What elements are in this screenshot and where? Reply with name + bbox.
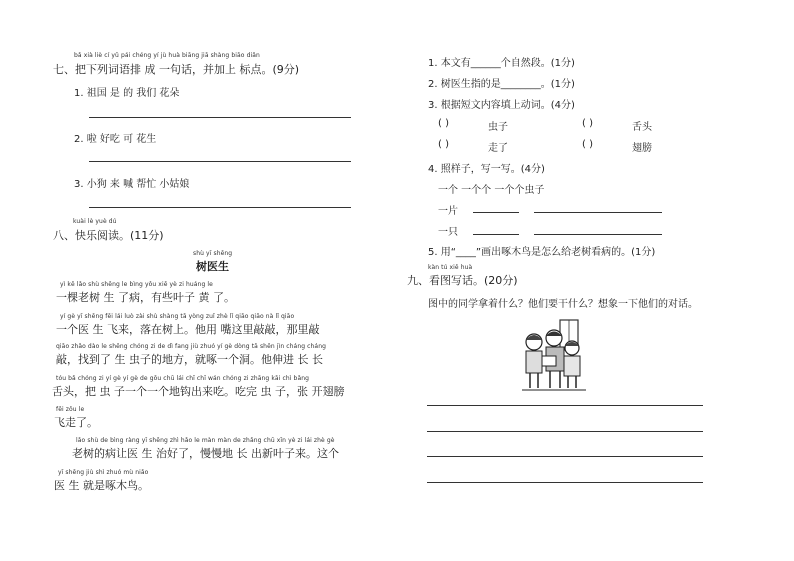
section7-title: 七、把下列词语排 成 一句话，并加上 标点。(9分)	[53, 63, 300, 76]
q4-row1-label: 一片	[438, 206, 458, 217]
story-line7: 医 生 就是啄木鸟。	[54, 479, 149, 492]
s7-question-1: 1. 祖国 是 的 我们 花朵	[74, 88, 180, 99]
section8-pinyin: kuài lè yuè dú	[73, 218, 117, 225]
q3-word-1: 虫子	[488, 122, 508, 133]
section9-pinyin: kàn tú xiě huà	[428, 264, 473, 271]
story-line4: 舌头，把 虫 子一个一个地钩出来吃。吃完 虫 子，张 开翅膀	[52, 385, 345, 398]
section7-pinyin: bǎ xià liè cí yǔ pái chéng yí jù huà biāng jiā shàng biāo diǎn	[74, 52, 260, 59]
children-illustration	[520, 318, 588, 392]
q3-word-2: 舌头	[632, 122, 652, 133]
story-line4-pinyin: tóu bǎ chóng zi yí gè yí gè de gōu chū lái chī chī wán chóng zi zhāng kāi chì bǎng	[56, 375, 310, 382]
story-line7-pinyin: yī shēng jiù shì zhuó mù niǎo	[58, 469, 149, 476]
q4-row2-label: 一只	[438, 227, 458, 238]
writing-line-4[interactable]	[427, 482, 703, 483]
r-question-5: 5. 用“____”画出啄木鸟是怎么给老树看病的。(1分)	[428, 247, 656, 258]
story-line6-pinyin: lǎo shù de bìng ràng yī shēng zhì hǎo le màn màn de zhǎng chū xīn yè zi lái zhè gè	[76, 437, 335, 444]
story-line3-pinyin: qiāo zhǎo dào le shēng chóng zi de dì fang jiù zhuó yí gè dòng tā shēn jìn cháng cháng	[56, 343, 327, 350]
r-question-3: 3. 根据短文内容填上动词。(4分)	[428, 100, 575, 111]
section8-title: 八、快乐阅读。(11分)	[53, 229, 164, 242]
r-question-4: 4. 照样子，写一写。(4分)	[428, 164, 545, 175]
story-line3: 敲，找到了 生 虫子的地方，就啄一个洞。他伸进 长 长	[56, 353, 323, 366]
story-title: 树医生	[196, 260, 229, 273]
r-question-2: 2. 树医生指的是________。(1分)	[428, 79, 575, 90]
q4-row2-blank-long[interactable]	[534, 234, 662, 235]
q3-paren-3[interactable]: ( )	[438, 139, 449, 150]
q4-row2-blank-short[interactable]	[473, 234, 519, 235]
writing-line-1[interactable]	[427, 405, 703, 406]
writing-line-2[interactable]	[427, 431, 703, 432]
writing-line-3[interactable]	[427, 456, 703, 457]
story-line2-pinyin: yí gè yī shēng fēi lái luò zài shù shàng tā yòng zuǐ zhè lǐ qiāo qiāo nà lǐ qiāo	[60, 313, 295, 320]
q3-word-3: 走了	[488, 143, 508, 154]
story-title-pinyin: shù yī shēng	[193, 250, 233, 257]
story-line2: 一个医 生 飞来，落在树上。他用 嘴这里敲敲，那里敲	[56, 323, 320, 336]
s7-question-2: 2. 啦 好吃 可 花生	[74, 134, 157, 145]
story-line5: 飞走了。	[54, 416, 98, 429]
s7-question-3: 3. 小狗 来 喊 帮忙 小姑娘	[74, 179, 190, 190]
q4-example: 一个 一个个 一个个虫子	[438, 185, 545, 196]
story-line1: 一棵老树 生 了病，有些叶子 黄 了。	[56, 291, 235, 304]
s7-answer-line-3[interactable]	[89, 207, 351, 208]
r-question-1: 1. 本文有______个自然段。(1分)	[428, 58, 575, 69]
story-line6: 老树的病让医 生 治好了，慢慢地 长 出新叶子来。这个	[72, 447, 339, 460]
story-line5-pinyin: fēi zǒu le	[56, 406, 85, 413]
s7-answer-line-1[interactable]	[89, 117, 351, 118]
q3-paren-4[interactable]: ( )	[582, 139, 593, 150]
q4-row1-blank-short[interactable]	[473, 212, 519, 213]
section9-title: 九、看图写话。(20分)	[407, 274, 518, 287]
section9-prompt: 图中的同学拿着什么？他们要干什么？想象一下他们的对话。	[428, 299, 698, 310]
q3-word-4: 翅膀	[632, 143, 652, 154]
q3-paren-2[interactable]: ( )	[582, 118, 593, 129]
s7-answer-line-2[interactable]	[89, 161, 351, 162]
q4-row1-blank-long[interactable]	[534, 212, 662, 213]
story-line1-pinyin: yì kē lǎo shù shēng le bìng yǒu xiē yè zi huáng le	[60, 281, 213, 288]
q3-paren-1[interactable]: ( )	[438, 118, 449, 129]
